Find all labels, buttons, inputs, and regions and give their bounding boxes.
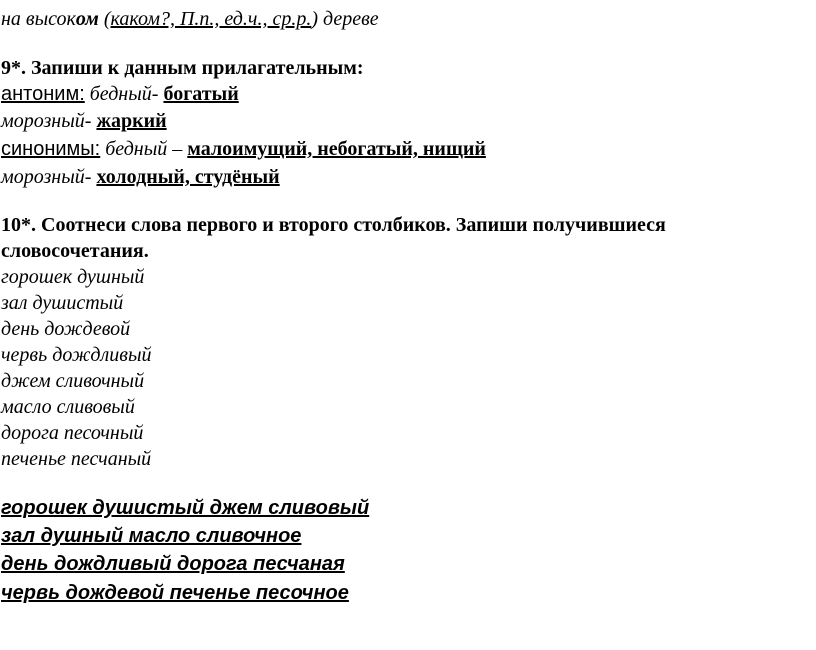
pair-item: зал душистый — [1, 292, 124, 314]
antonym-2-dash: - — [84, 110, 97, 132]
synonym-line-1 — [1, 136, 486, 162]
intro-line — [1, 6, 379, 32]
synonym-1-dash: – — [167, 138, 188, 160]
pair-item: джем сливочный — [1, 370, 145, 392]
antonym-2-word: морозный — [1, 110, 85, 132]
antonym-line-2 — [1, 108, 167, 134]
antonym-1-dash: - — [151, 83, 164, 105]
pair-item: масло сливовый — [1, 396, 135, 418]
synonym-label: синонимы: — [1, 138, 101, 160]
task9-heading: 9*. Запиши к данным прилагательным: — [1, 57, 364, 79]
synonym-1-answer: малоимущий, небогатый, нищий — [187, 138, 486, 160]
pair-item: червь дождливый — [1, 344, 152, 366]
pair-item: дорога песочный — [1, 422, 144, 444]
antonym-1-word: бедный — [89, 83, 152, 105]
pair-item: день дождевой — [1, 318, 131, 340]
intro-ending: ом — [75, 8, 99, 30]
intro-word: дереве — [318, 8, 379, 30]
task10-heading-line-2: словосочетания. — [1, 240, 149, 262]
intro-question: каком?, П.п., ед.ч., ср.р. — [110, 8, 312, 30]
pair-item: печенье песчаный — [1, 448, 152, 470]
intro-prefix: на высок — [1, 8, 76, 30]
antonym-line-1 — [1, 81, 239, 107]
antonym-1-answer: богатый — [163, 83, 239, 105]
answer-item: горошек душистый джем сливовый — [1, 497, 370, 519]
synonym-2-word: морозный — [1, 166, 85, 188]
intro-open-paren: ( — [98, 8, 111, 30]
antonym-label: антоним: — [1, 83, 85, 105]
synonym-2-answer: холодный, студёный — [96, 166, 280, 188]
answer-item: день дождливый дорога песчаная — [1, 553, 345, 575]
task10-heading-line-1: 10*. Соотнеси слова первого и второго столбиков. Запиши получившиеся — [1, 214, 666, 236]
answer-item: зал душный масло сливочное — [1, 525, 302, 547]
synonym-line-2 — [1, 164, 280, 190]
pair-item: горошек душный — [1, 266, 145, 288]
intro-close-paren: ) — [311, 8, 318, 30]
antonym-2-answer: жаркий — [96, 110, 167, 132]
answer-item: червь дождевой печенье песочное — [1, 582, 349, 604]
synonym-2-dash: - — [84, 166, 97, 188]
synonym-1-word: бедный — [105, 138, 168, 160]
